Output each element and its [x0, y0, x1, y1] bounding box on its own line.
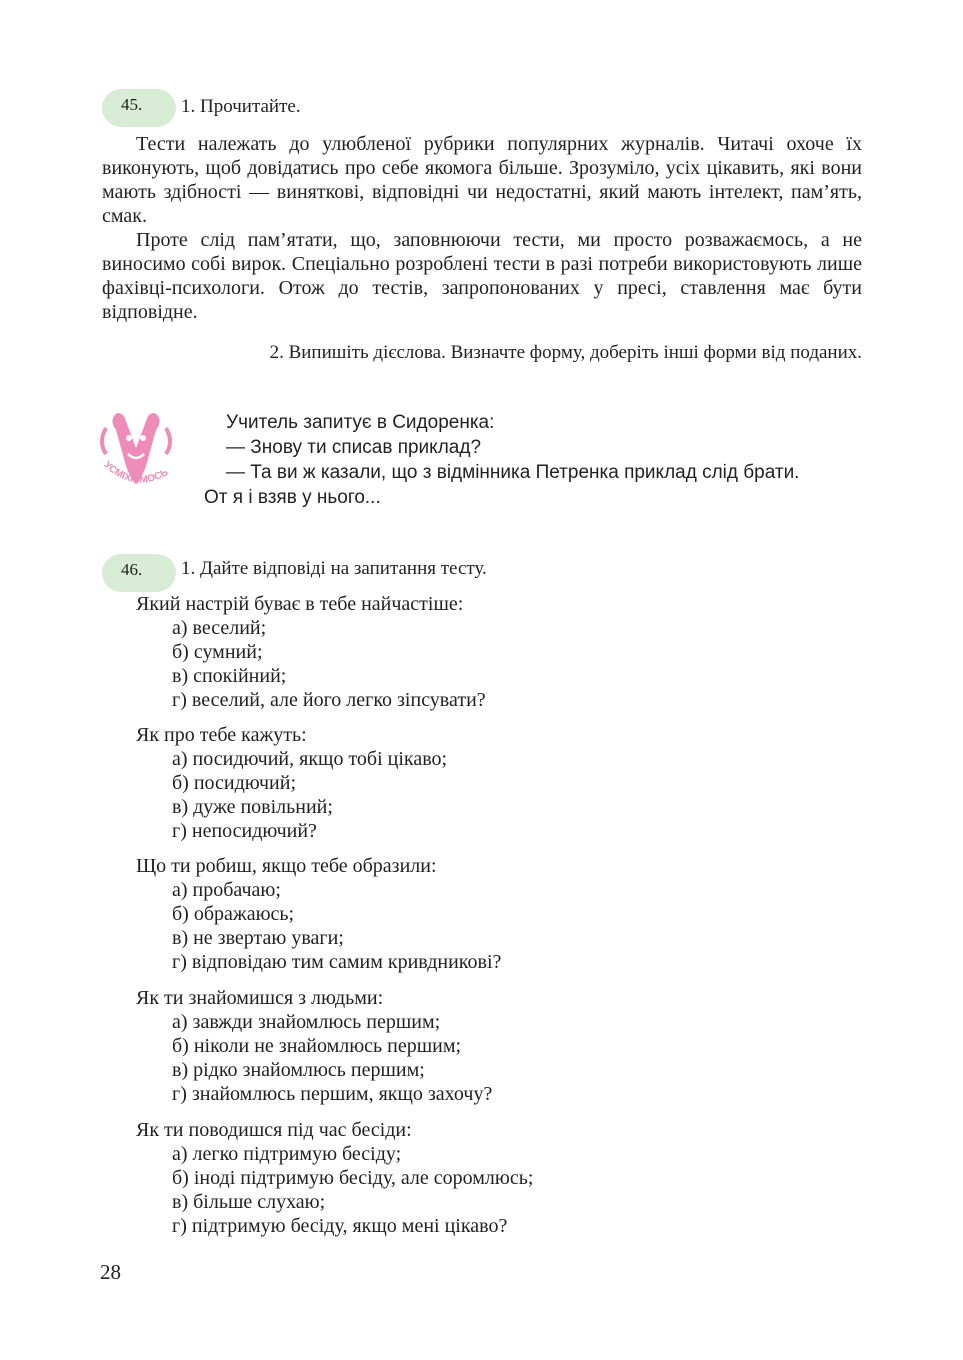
task-45-instruction-1: 1. Прочитайте.	[181, 96, 301, 117]
question-1	[136, 592, 486, 712]
question-2-option-a: а) посидючий, якщо тобі цікаво;	[172, 748, 448, 770]
question-1-text: Який настрій буває в тебе найчастіше:	[136, 593, 464, 615]
question-3-option-a: а) пробачаю;	[172, 879, 281, 901]
question-1-option-d: г) веселий, але його легко зіпсувати?	[172, 689, 486, 711]
question-2-text: Як про тебе кажуть:	[136, 724, 307, 746]
joke-line-3: — Та ви ж казали, що з відмінника Петренка приклад слід брати.	[226, 462, 800, 483]
question-4-option-b: б) ніколи не знайомлюсь першим;	[172, 1035, 462, 1057]
question-5	[136, 1118, 533, 1238]
question-4-text: Як ти знайомишся з людьми:	[136, 987, 384, 1009]
question-4	[136, 986, 492, 1106]
question-1-option-c: в) спокійний;	[172, 665, 287, 687]
joke-line-2: — Знову ти списав приклад?	[226, 437, 482, 458]
question-5-option-a: а) легко підтримую бесіду;	[172, 1143, 402, 1165]
question-5-option-c: в) більше слухаю;	[172, 1191, 326, 1213]
question-4-option-d: г) знайомлюсь першим, якщо захочу?	[172, 1083, 493, 1105]
task-45-paragraph-2: Проте слід пам’ятати, що, заповнюючи тести, ми просто розважаємось, а не виносимо собі вирок. Спеціально розроблені тести в разі потреби використовують лише фахівці-психологи. Отож до тестів, запропонованих у пресі, ставлення має бути відповідне.	[102, 229, 862, 323]
task-46-instruction: 1. Дайте відповіді на запитання тесту.	[181, 558, 487, 579]
question-1-option-a: а) веселий;	[172, 617, 267, 639]
task-46-number: 46.	[121, 560, 143, 579]
question-5-text: Як ти поводишся під час бесіди:	[136, 1119, 412, 1141]
question-4-option-a: а) завжди знайомлюсь першим;	[172, 1011, 441, 1033]
question-3-option-c: в) не звертаю уваги;	[172, 927, 344, 949]
task-45-paragraph-1: Тести належать до улюбленої рубрики популярних журналів. Читачі охоче їх виконують, щоб довідатись про себе якомога більше. Зрозуміло, усіх цікавить, які вони мають здібності — виняткові, відповідні чи недостатні, який мають інтелект, пам’ять, смак.	[102, 133, 862, 227]
joke-line-4: От я і взяв у нього...	[204, 487, 381, 508]
question-2-option-c: в) дуже повільний;	[172, 796, 333, 818]
question-3-option-d: г) відповідаю тим самим кривдникові?	[172, 951, 502, 973]
question-5-option-b: б) іноді підтримую бесіду, але соромлюсь;	[172, 1167, 534, 1189]
question-2-option-d: г) непосидючий?	[172, 820, 317, 842]
joke-line-1: Учитель запитує в Сидоренка:	[226, 412, 495, 433]
question-4-option-c: в) рідко знайомлюсь першим;	[172, 1059, 425, 1081]
smile-logo-text: УСМІХНІМОСЬ	[101, 459, 171, 486]
question-3-option-b: б) ображаюсь;	[172, 903, 295, 925]
page-number: 28	[100, 1260, 121, 1284]
question-3-text: Що ти робиш, якщо тебе образили:	[136, 855, 437, 877]
question-5-option-d: г) підтримую бесіду, якщо мені цікаво?	[172, 1215, 508, 1237]
task-45-badge	[102, 89, 176, 127]
question-2	[136, 723, 447, 843]
question-2-option-b: б) посидючий;	[172, 772, 296, 794]
question-1-option-b: б) сумний;	[172, 641, 263, 663]
task-46-badge	[102, 554, 176, 592]
joke-text	[204, 410, 874, 510]
task-45-instruction-2: 2. Випишіть дієслова. Визначте форму, доберіть інші форми від поданих.	[269, 342, 862, 363]
task-45-number: 45.	[121, 95, 143, 114]
question-3	[136, 854, 501, 974]
smile-logo-icon	[96, 408, 184, 498]
